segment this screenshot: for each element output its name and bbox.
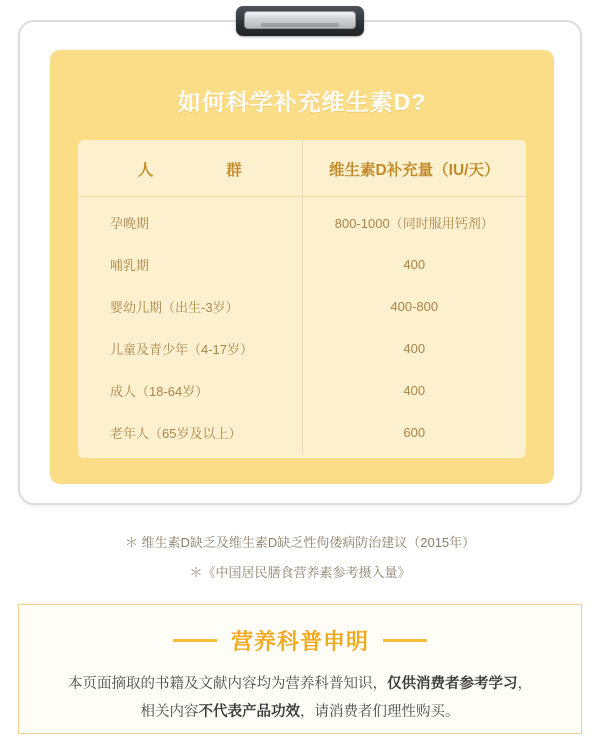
statement-line-1-suffix: ， bbox=[517, 676, 532, 692]
divider-right-icon bbox=[383, 639, 427, 642]
cell-group: 孕晚期 bbox=[78, 197, 302, 244]
clipboard-clip-inner bbox=[244, 11, 356, 29]
cell-group: 儿童及青少年（4-17岁） bbox=[78, 328, 302, 370]
table-row bbox=[78, 370, 526, 412]
cell-group: 成人（18-64岁） bbox=[78, 370, 302, 412]
statement-line-2-bold: 不代表产品功效 bbox=[198, 704, 300, 720]
divider-left-icon bbox=[173, 639, 217, 642]
cell-dose: 600 bbox=[403, 425, 426, 440]
page-title: 如何科学补充维生素D? bbox=[177, 89, 427, 115]
column-header-group: 人 群 bbox=[78, 140, 302, 197]
statement-title: 营养科普申明 bbox=[230, 629, 369, 654]
cell-group: 哺乳期 bbox=[78, 244, 302, 286]
cell-dose: 400-800 bbox=[390, 299, 439, 314]
yellow-panel bbox=[50, 50, 554, 484]
statement-header bbox=[19, 625, 581, 656]
table-row bbox=[78, 286, 526, 328]
statement-body bbox=[19, 670, 581, 726]
footnote-2: ＊《中国居民膳食营养素参考摄入量》 bbox=[189, 565, 411, 580]
cell-group: 老年人（65岁及以上） bbox=[78, 412, 302, 454]
table-header-row bbox=[78, 140, 526, 197]
column-header-dose: 维生素D补充量（IU/天） bbox=[328, 162, 500, 179]
cell-dose: 400 bbox=[403, 257, 426, 272]
table-row bbox=[78, 197, 526, 244]
content-board bbox=[18, 20, 582, 505]
statement-line-1-prefix: 本页面摘取的书籍及文献内容均为营养科普知识， bbox=[68, 676, 387, 692]
statement-line-2 bbox=[19, 698, 581, 726]
statement-line-1-bold: 仅供消费者参考学习 bbox=[387, 676, 518, 692]
dose-table-body bbox=[78, 197, 526, 454]
cell-dose: 400 bbox=[403, 341, 426, 356]
statement-line-2-prefix: 相关内容 bbox=[140, 704, 199, 720]
cell-group: 婴幼儿期（出生-3岁） bbox=[78, 286, 302, 328]
statement-line-1 bbox=[19, 670, 581, 698]
clipboard-clip-icon bbox=[236, 6, 364, 36]
footnotes bbox=[0, 528, 600, 588]
footnote-1: ＊ 维生素D缺乏及维生素D缺乏性佝偻病防治建议（2015年） bbox=[124, 535, 476, 550]
table-row bbox=[78, 244, 526, 286]
dose-table-card bbox=[78, 140, 526, 458]
table-row bbox=[78, 412, 526, 454]
clipboard-clip-slot bbox=[261, 23, 339, 27]
statement-line-2-suffix: ，请消费者们理性购买。 bbox=[300, 704, 460, 720]
cell-dose: 800-1000（同时服用钙剂） bbox=[334, 216, 494, 231]
dose-table-head bbox=[78, 140, 526, 197]
cell-dose: 400 bbox=[403, 383, 426, 398]
table-row bbox=[78, 328, 526, 370]
dose-table bbox=[78, 140, 526, 454]
statement-box bbox=[18, 604, 582, 734]
